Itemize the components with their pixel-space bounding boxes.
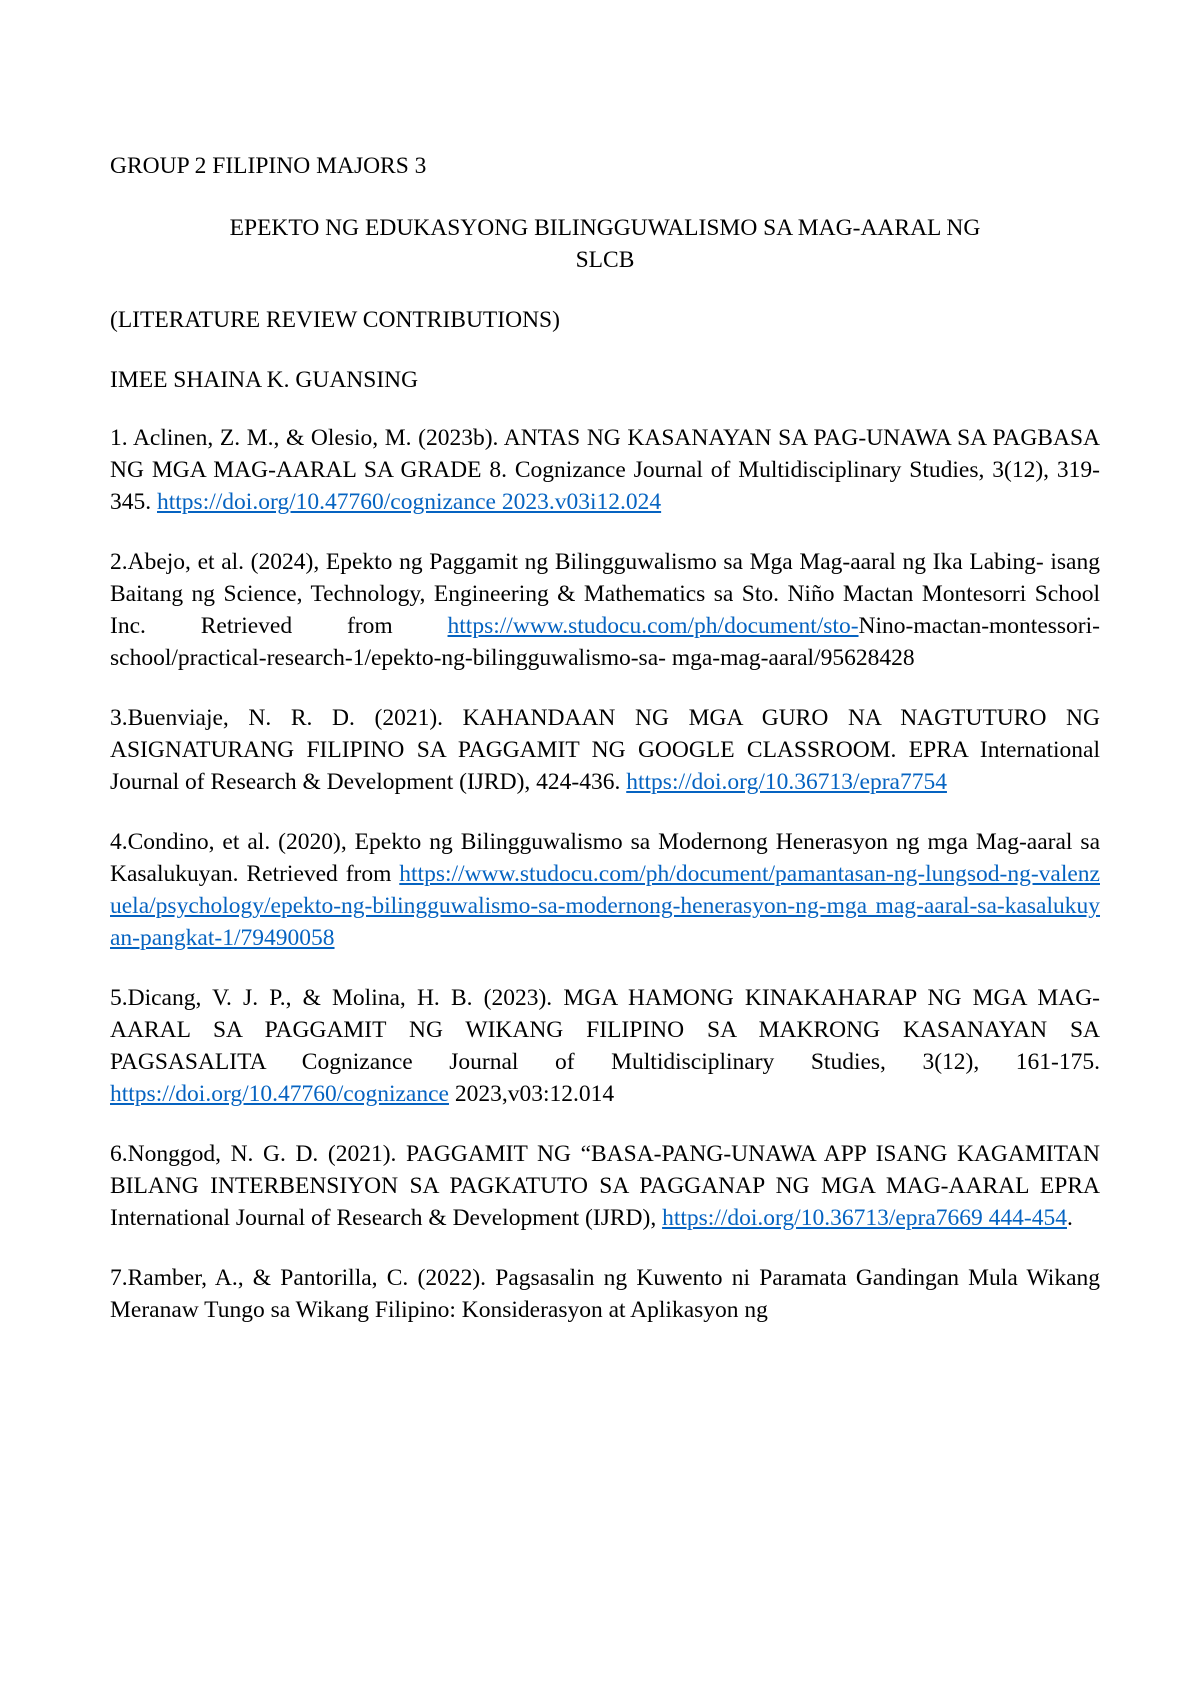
reference-text: 1. Aclinen, Z. M., & Olesio, M. (2023b). ANTAS NG KASANAYAN SA PAG-UNAWA SA PAGBASA NG MGA MAG-AARAL SA GRADE 8. Cognizance Journal of Multidisciplinary Studies, 3(12), 319-345. [110,425,1100,515]
reference-text: 7.Ramber, A., & Pantorilla, C. (2022). Pagsasalin ng Kuwento ni Paramata Gandingan Mula Wikang Meranaw Tungo sa Wikang Filipino: Konsiderasyon at Aplikasyon ng [110,1265,1100,1323]
document-page [110,150,1100,1350]
reference-text: 3.Buenviaje, N. R. D. (2021). KAHANDAAN NG MGA GURO NA NAGTUTURO NG ASIGNATURANG FILIPINO SA PAGGAMIT NG GOOGLE CLASSROOM. EPRA International Journal of Research & Development (IJRD), 424-436. [110,705,1100,795]
reference-item [110,982,1100,1110]
reference-link[interactable]: https://doi.org/10.36713/epra7754 [626,769,947,795]
title-line-1: EPEKTO NG EDUKASYONG BILINGGUWALISMO SA MAG-AARAL NG [229,215,981,241]
reference-trailing-text: Nino-mactan-montessori-school/practical-research-1/epekto-ng-bilingguwalismo-sa- mga-mag-aaral/95628428 [110,613,1100,671]
reference-item [110,1138,1100,1234]
reference-item [110,546,1100,674]
reference-text: 2.Abejo, et al. (2024), Epekto ng Paggamit ng Bilingguwalismo sa Mga Mag-aaral ng Ika Labing- isang Baitang ng Science, Technology, Engineering & Mathematics sa Sto. Niño Mactan Montesorri School Inc. Retrieved from [110,549,1100,639]
group-label: GROUP 2 FILIPINO MAJORS 3 [110,153,427,179]
reference-link[interactable]: https://www.studocu.com/ph/document/sto- [447,613,859,639]
reference-item [110,1262,1100,1326]
reference-item [110,702,1100,798]
section-heading: (LITERATURE REVIEW CONTRIBUTIONS) [110,307,560,333]
document-title [110,212,1100,276]
author-name: IMEE SHAINA K. GUANSING [110,367,419,393]
reference-link[interactable]: https://doi.org/10.47760/cognizance 2023.v03i12.024 [157,489,662,515]
reference-text: 4.Condino, et al. (2020), Epekto ng Bilingguwalismo sa Modernong Henerasyon ng mga Mag-aaral sa Kasalukuyan. Retrieved from [110,829,1100,887]
reference-trailing-text: . [1067,1205,1073,1231]
reference-trailing-text: 2023,v03:12.014 [448,1081,615,1107]
reference-link[interactable]: https://doi.org/10.36713/epra7669 444-454 [662,1205,1067,1231]
title-line-2: SLCB [575,247,635,273]
reference-item [110,422,1100,518]
reference-link[interactable]: https://doi.org/10.47760/cognizance [110,1081,449,1107]
reference-text: 6.Nonggod, N. G. D. (2021). PAGGAMIT NG “BASA-PANG-UNAWA APP ISANG KAGAMITAN BILANG INTERBENSIYON SA PAGKATUTO SA PAGGANAP NG MGA MAG-AARAL EPRA International Journal of Research & Development (IJRD), [110,1141,1100,1231]
reference-text: 5.Dicang, V. J. P., & Molina, H. B. (2023). MGA HAMONG KINAKAHARAP NG MGA MAG-AARAL SA PAGGAMIT NG WIKANG FILIPINO SA MAKRONG KASANAYAN SA PAGSASALITA Cognizance Journal of Multidisciplinary Studies, 3(12), 161-175. [110,985,1100,1075]
reference-item [110,826,1100,954]
reference-link[interactable]: https://www.studocu.com/ph/document/pamantasan-ng-lungsod-ng-valenzuela/psychology/epekto-ng-bilingguwalismo-sa-modernong-henerasyon-ng-mga mag-aaral-sa-kasalukuyan-pangkat-1/79490058 [110,861,1100,951]
